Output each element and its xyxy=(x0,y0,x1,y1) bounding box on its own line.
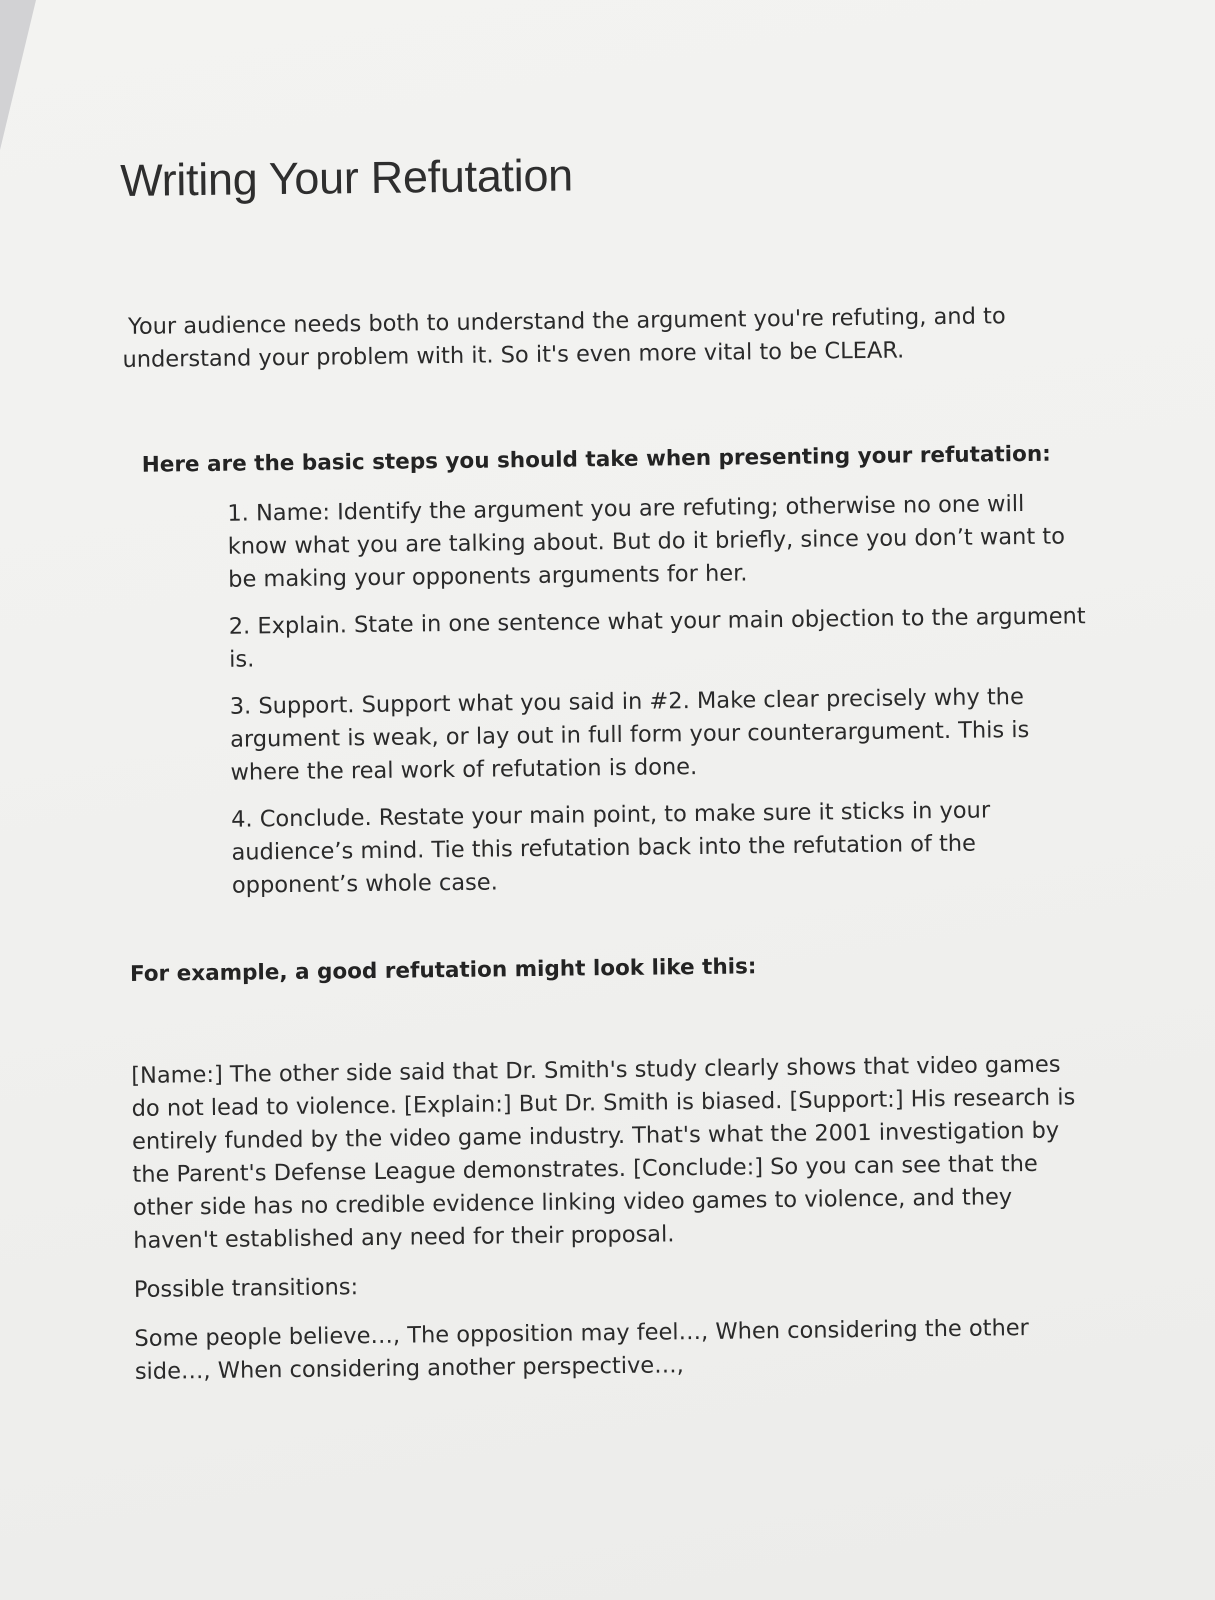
page-title: Writing Your Refutation xyxy=(120,149,574,206)
document-content xyxy=(120,143,1095,1389)
page-corner-fold xyxy=(0,0,36,150)
intro-paragraph: Your audience needs both to understand the argument you're refuting, and to understand your problem with it. So it's even more vital to be CLEAR. xyxy=(122,303,1006,373)
example-heading: For example, a good refutation might look like this: xyxy=(129,954,757,987)
step-explain: 2. Explain. State in one sentence what your main objection to the argument is. xyxy=(228,603,1086,673)
example-paragraph: [Name:] The other side said that Dr. Smith's study clearly shows that video games do not lead to violence. [Explain:] But Dr. Smith is biased. [Support:] His research is entirely funded by the video game industry. That's what the 2001 investigation by the Parent's Defense League demonstrates. [Conclude:] So you can see that the other side has no credible evidence linking video games to violence, and they haven't established any need for their proposal. xyxy=(131,1051,1076,1254)
step-name: 1. Name: Identify the argument you are refuting; otherwise no one will know what you are talking about. But do it briefly, since you don’t want to be making your opponents arguments for her. xyxy=(227,490,1066,593)
transitions-text: Some people believe…, The opposition may feel…, When considering the other side…, When considering another perspective…, xyxy=(134,1314,1030,1385)
step-conclude: 4. Conclude. Restate your main point, to make sure it sticks in your audience’s mind. Tie this refutation back into the refutation of the opponent’s whole case. xyxy=(230,797,991,899)
step-support: 3. Support. Support what you said in #2. Make clear precisely why the argument is weak, or lay out in full form your counterargument. This is where the real work of refutation is done. xyxy=(229,683,1030,786)
steps-heading: Here are the basic steps you should take when presenting your refutation: xyxy=(141,441,1051,478)
steps-list xyxy=(124,487,1089,904)
transitions-label: Possible transitions: xyxy=(133,1274,359,1303)
